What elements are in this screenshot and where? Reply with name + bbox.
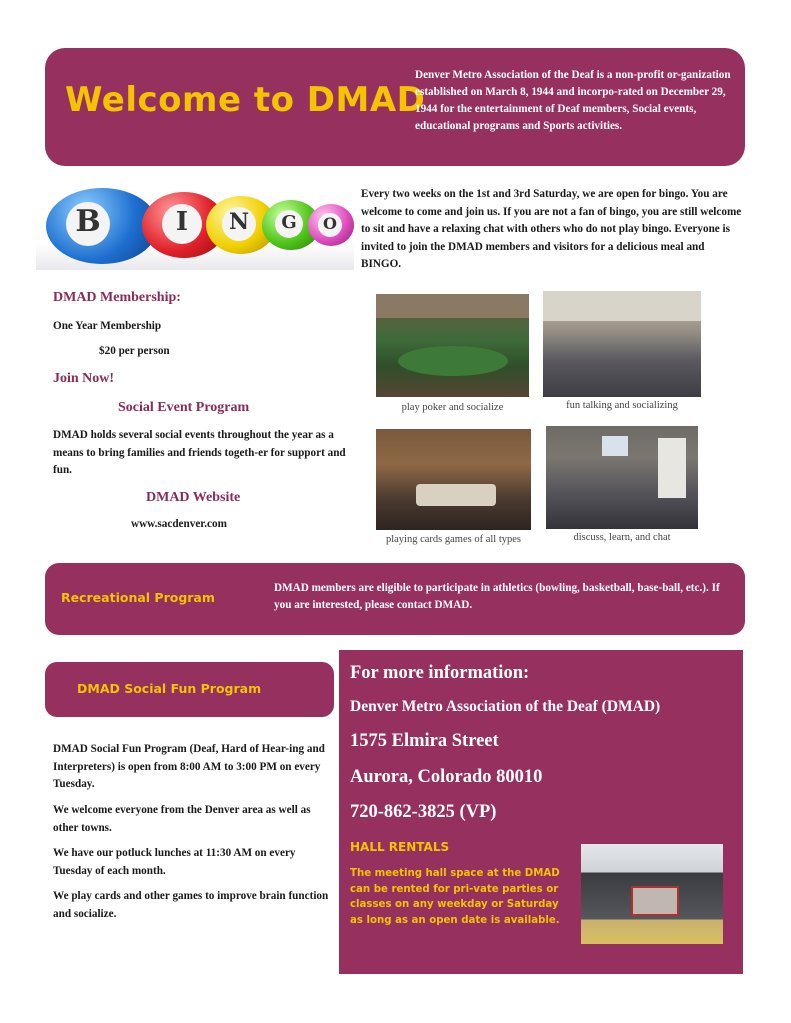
photo-talking — [543, 291, 701, 397]
membership-heading: DMAD Membership: — [53, 290, 181, 305]
contact-heading: For more information: — [350, 663, 530, 683]
bingo-balls-image — [36, 180, 354, 270]
bingo-letter-n: N — [228, 209, 250, 235]
photo-discuss — [546, 426, 698, 529]
social-fun-paragraph-1: DMAD Social Fun Program (Deaf, Hard of Hear-ing and Interpreters) is open from 8:00 AM to 3:00 PM on every Tuesday. — [53, 743, 325, 790]
photo-caption-discuss: discuss, learn, and chat — [573, 532, 671, 543]
photo-poker — [376, 294, 529, 397]
page-title: Welcome to DMAD — [65, 80, 426, 120]
social-fun-paragraph-2: We welcome everyone from the Denver area as well as other towns. — [53, 804, 311, 834]
recreational-banner — [45, 563, 745, 635]
website-url: www.sacdenver.com — [131, 518, 227, 530]
bingo-description: Every two weeks on the 1st and 3rd Saturday, we are open for bingo. You are welcome to come and join us. If you are not a fan of bingo, you are still welcome to sit and have a relaxing chat with others who do not play bingo. Everyone is invited to join the DMAD members and visitors for a delicious meal and BINGO. — [361, 188, 742, 270]
bingo-ball-pink — [308, 204, 354, 246]
contact-city: Aurora, Colorado 80010 — [350, 767, 543, 787]
contact-phone: 720-862-3825 (VP) — [350, 802, 497, 822]
bingo-letter-o: O — [323, 214, 337, 233]
photo-caption-talking: fun talking and socializing — [566, 400, 678, 411]
welcome-banner — [45, 48, 745, 166]
hall-rentals-heading: HALL RENTALS — [350, 840, 450, 854]
join-now-text: Join Now! — [53, 371, 115, 386]
social-event-text: DMAD holds several social events throughout the year as a means to bring families and friends togeth-er for support and fun. — [53, 429, 346, 476]
hall-building-photo — [581, 844, 723, 944]
social-fun-heading: DMAD Social Fun Program — [77, 681, 262, 696]
contact-panel — [339, 650, 743, 974]
social-fun-paragraph-4: We play cards and other games to improve brain function and socialize. — [53, 890, 329, 920]
hall-rentals-text: The meeting hall space at the DMAD can be rented for pri-vate parties or classes on any weekday or Saturday as long as an open date is available. — [350, 868, 560, 926]
welcome-description: Denver Metro Association of the Deaf is a non-profit or-ganization established on March 8, 1944 and incorpo-rated on December 29, 1944 for the entertainment of Deaf members, Social events, educational programs and Sports activities. — [415, 69, 731, 132]
contact-org: Denver Metro Association of the Deaf (DMAD) — [350, 698, 661, 715]
membership-price: $20 per person — [99, 345, 170, 357]
social-event-heading: Social Event Program — [118, 400, 250, 415]
membership-duration: One Year Membership — [53, 320, 162, 332]
social-fun-banner — [45, 662, 334, 717]
recreational-heading: Recreational Program — [61, 590, 215, 605]
bingo-letter-b: B — [75, 204, 101, 239]
bingo-letter-g: G — [281, 212, 297, 233]
photo-caption-poker: play poker and socialize — [401, 402, 504, 413]
recreational-text: DMAD members are eligible to participate in athletics (bowling, basketball, base-ball, etc.). If you are interested, please contact DMAD. — [274, 582, 720, 611]
contact-street: 1575 Elmira Street — [350, 731, 499, 751]
bingo-letter-i: I — [175, 207, 189, 237]
social-fun-paragraph-3: We have our potluck lunches at 11:30 AM on every Tuesday of each month. — [53, 847, 296, 877]
photo-caption-cards: playing cards games of all types — [385, 534, 521, 545]
website-heading: DMAD Website — [146, 490, 241, 505]
photo-cards — [376, 429, 531, 530]
